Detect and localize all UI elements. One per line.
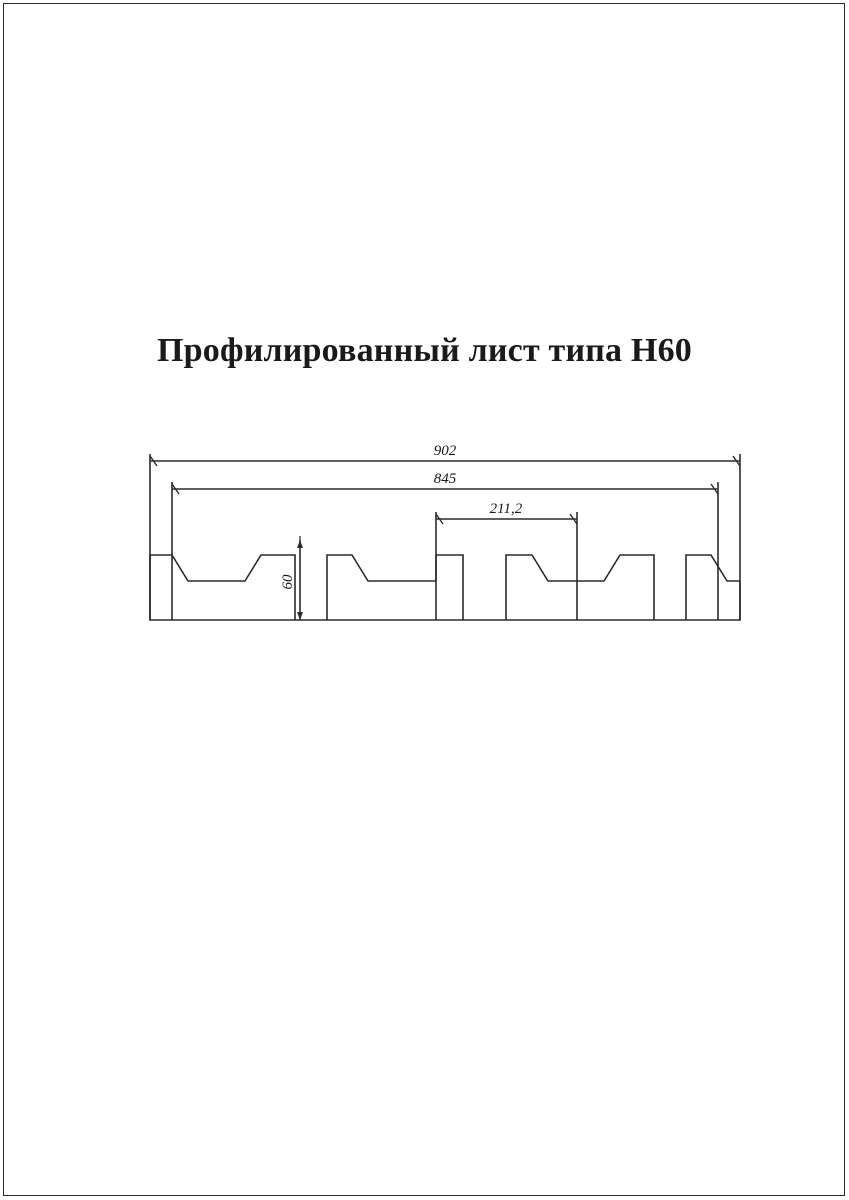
dim-label-pitch: 211,2	[489, 501, 523, 517]
page-title: Профилированный лист типа Н60	[157, 332, 692, 369]
arrow-height-bottom	[297, 612, 303, 620]
technical-drawing	[120, 430, 770, 690]
dim-label-overall: 902	[433, 443, 457, 459]
profile-outline	[150, 555, 740, 620]
dim-label-usable: 845	[433, 471, 457, 487]
dim-label-height: 60	[280, 574, 296, 590]
